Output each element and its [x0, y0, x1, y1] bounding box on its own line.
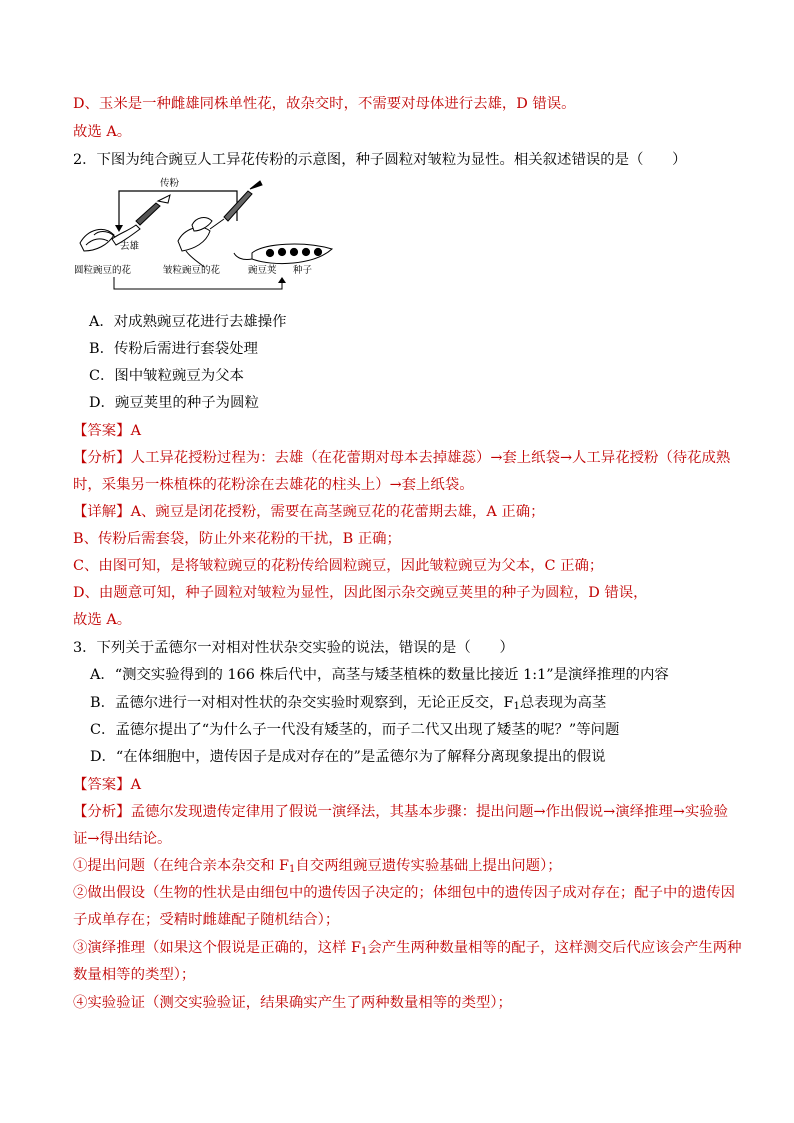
label-seed: 种子	[293, 265, 313, 276]
q2-detail-line2: B、传粉后需套袋，防止外来花粉的干扰，B 正确；	[73, 531, 401, 547]
step1-number: ①	[73, 858, 88, 874]
q3-step2-line2: 子成单存在；受精时雌雄配子随机结合）；	[73, 912, 340, 928]
q2-option-a: A．对成熟豌豆花进行去雄操作	[89, 314, 287, 330]
q3-answer	[73, 776, 734, 794]
q3-option-a: A．“测交实验得到的 166 株后代中，高茎与矮茎植株的数量比接近 1:1”是演绎推理的内容	[90, 667, 669, 683]
pollination-diagram	[74, 173, 336, 295]
q3-analysis-line1: 【分析】孟德尔发现遗传定律用了假说一演绎法，其基本步骤：提出问题→作出假说→演绎推理→实验验	[73, 804, 728, 820]
result-arrow	[114, 277, 282, 289]
q3-analysis-line2: 证→得出结论。	[73, 831, 172, 847]
label-wrinkled-flower: 皱粒豌豆的花	[163, 265, 221, 276]
q2-option-c: C．图中皱粒豌豆为父本	[89, 368, 244, 384]
answer-value: A	[130, 777, 141, 793]
q2-detail-line4: D、由题意可知，种子圆粒对皱粒为显性，因此图示杂交豌豆荚里的种子为圆粒，D 错误，	[73, 585, 648, 601]
analysis-tag: 【分析】	[73, 450, 131, 466]
q3-option-b: B．孟德尔进行一对相对性状的杂交实验时观察到，无论正反交，$F_1$总表现为高茎	[90, 695, 607, 712]
answer-tag: 【答案】	[73, 423, 131, 439]
q3-stem: 3．下列关于孟德尔一对相对性状杂交实验的说法，错误的是（ ）	[73, 640, 514, 656]
q2-option-d: D．豌豆荚里的种子为圆粒	[89, 395, 259, 411]
q2-answer	[73, 422, 734, 440]
q1-option-d-explanation: D、玉米是一种雌雄同株单性花，故杂交时，不需要对母体进行去雄，D 错误。	[73, 96, 576, 112]
answer-tag: 【答案】	[73, 777, 131, 793]
q2-analysis-line2: 时，采集另一株植株的花粉涂在去雄花的柱头上）→套上纸袋。	[73, 477, 474, 493]
answer-value: A	[130, 423, 141, 439]
pollination-arrow-head	[115, 225, 123, 232]
q1-conclusion: 故选 A。	[73, 124, 132, 140]
pea-pod-drawing	[234, 244, 332, 264]
q2-detail-line3: C、由图可知，是将皱粒豌豆的花粉传给圆粒豌豆，因此皱粒豌豆为父本，C 正确；	[73, 558, 604, 574]
q3-step4: ④实验验证（测交实验验证，结果确实产生了两种数量相等的类型）；	[73, 995, 512, 1011]
q3-step2-line1: ②做出假设（生物的性状是由细包中的遗传因子决定的；体细包中的遗传因子成对存在；配子中的遗传因	[73, 885, 735, 901]
q3-option-c: C．孟德尔提出了“为什么子一代没有矮茎的，而子二代又出现了矮茎的呢？”等问题	[90, 722, 620, 738]
analysis-tag: 【分析】	[73, 804, 131, 820]
result-arrow-head	[278, 277, 286, 283]
q3-option-d: D．“在体细胞中，遗传因子是成对存在的”是孟德尔为了解释分离现象提出的假说	[90, 749, 606, 765]
step3-number: ③	[73, 940, 88, 956]
q2-conclusion: 故选 A。	[73, 612, 132, 628]
wrinkled-pea-flower-drawing	[178, 181, 262, 267]
label-emasculate: 去雄	[120, 241, 140, 252]
label-pod: 豌豆荚	[248, 265, 277, 276]
q2-option-b: B．传粉后需进行套袋处理	[89, 341, 258, 357]
q3-step3-line1: ③演绎推理（如果这个假说是正确的，这样 $F_1$会产生两种数量相等的配子，这样测交后代应该会产生两种	[73, 940, 742, 957]
q3-step3-line2: 数量相等的类型）；	[73, 967, 196, 983]
detail-tag: 【详解】	[73, 504, 131, 520]
q3-step1: ①提出问题（在纯合亲本杂交和 $F_1$自交两组豌豆遗传实验基础上提出问题）；	[73, 858, 562, 875]
q2-stem: 2．下图为纯合豌豆人工异花传粉的示意图，种子圆粒对皱粒为显性。相关叙述错误的是（ ）	[73, 152, 687, 168]
label-round-flower: 圆粒豌豆的花	[74, 265, 132, 276]
q2-detail-line1: 【详解】A、豌豆是闭花授粉，需要在高茎豌豆花的花蕾期去雄，A 正确；	[73, 504, 545, 520]
step4-number: ④	[73, 995, 88, 1011]
label-pollinate: 传粉	[160, 178, 180, 189]
step2-number: ②	[73, 885, 88, 901]
q2-analysis-line1: 【分析】人工异花授粉过程为：去雄（在花蕾期对母本去掉雄蕊）→套上纸袋→人工异花授粉（待花成熟	[73, 450, 731, 466]
